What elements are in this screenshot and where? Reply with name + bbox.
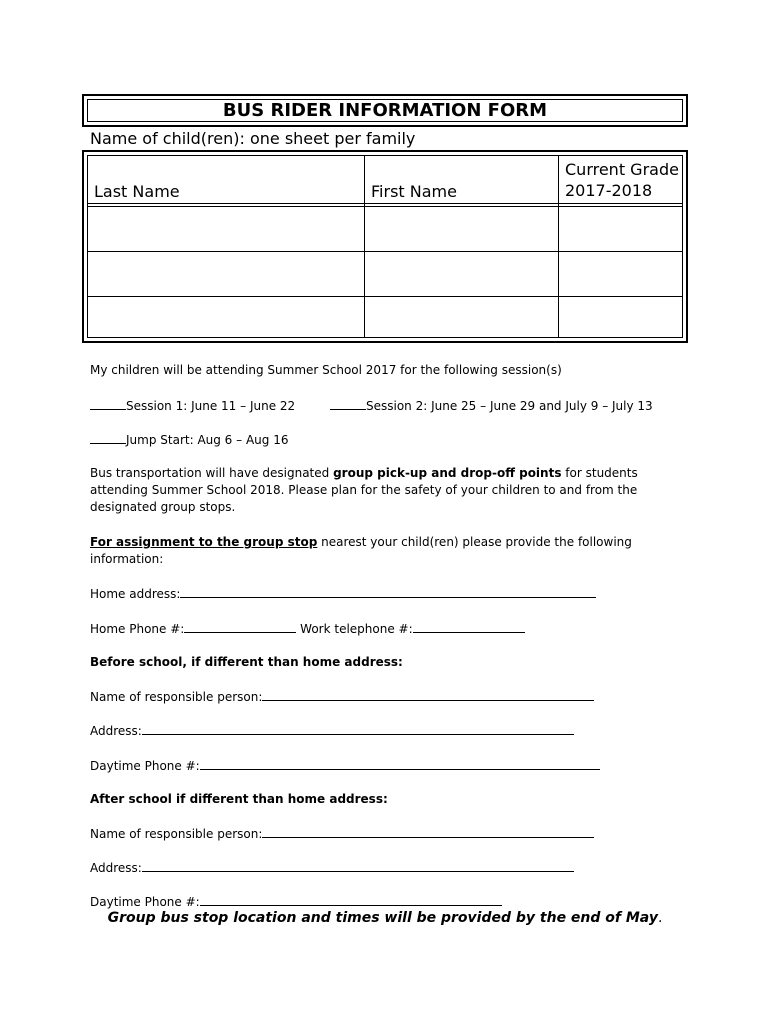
header-grade-line2: 2017-2018 [565,181,653,200]
row-divider [88,296,682,297]
jump-start-label: Jump Start: Aug 6 – Aug 16 [126,433,289,447]
home-phone-field[interactable] [184,620,296,633]
before-person-label: Name of responsible person: [90,690,263,704]
before-phone-label: Daytime Phone #: [90,759,200,773]
row2-last-name-cell[interactable] [89,253,363,295]
row1-last-name-cell[interactable] [89,208,363,250]
child-name-instruction: Name of child(ren): one sheet per family [90,129,416,148]
col-divider [558,156,559,337]
sessions-intro: My children will be attending Summer School 2017 for the following session(s) [90,363,562,377]
after-phone-row [90,893,502,911]
children-table [82,150,688,343]
footer-note [0,910,770,926]
session1-blank[interactable] [90,397,126,410]
before-address-label: Address: [90,724,142,738]
assignment-paragraph [90,534,660,568]
row3-last-name-cell[interactable] [89,298,363,340]
before-person-field[interactable] [262,688,594,701]
before-address-field[interactable] [142,722,574,735]
transport-paragraph [90,465,660,516]
header-last-name [88,156,364,204]
session2-label: Session 2: June 25 – June 29 and July 9 – July 13 [366,399,653,413]
assignment-heading: For assignment to the group stop [90,535,318,549]
transport-text-b: for students attending Summer School 2018. Please plan for the safety of your children to and from the designated group stops. [90,466,638,514]
before-phone-row [90,757,600,775]
form-title: BUS RIDER INFORMATION FORM [87,99,683,122]
row1-first-name-cell[interactable] [366,208,557,250]
work-phone-label: Work telephone #: [300,622,413,636]
after-address-field[interactable] [142,859,574,872]
session2-option [330,397,653,415]
session1-option [90,397,295,415]
after-school-heading: After school if different than home address: [90,792,388,806]
footer-period: . [657,910,663,926]
work-phone-field[interactable] [413,620,525,633]
after-address-row [90,859,574,877]
header-grade-line1: Current Grade [565,160,679,179]
header-first-name-label: First Name [371,182,457,201]
assignment-text: nearest your child(ren) please provide the following information: [90,535,632,566]
header-current-grade [559,156,689,204]
row1-grade-cell[interactable] [560,208,688,250]
home-address-label: Home address: [90,587,181,601]
jump-start-blank[interactable] [90,431,126,444]
footer-note-text: Group bus stop location and times will be provided by the end of May [107,910,658,926]
phone-row [90,620,525,638]
row3-grade-cell[interactable] [560,298,688,340]
after-person-row [90,825,594,843]
home-phone-label: Home Phone #: [90,622,185,636]
session2-blank[interactable] [330,397,366,410]
session1-label: Session 1: June 11 – June 22 [126,399,296,413]
transport-text-a: Bus transportation will have designated [90,466,334,480]
row-divider [88,251,682,252]
before-person-row [90,688,594,706]
after-person-label: Name of responsible person: [90,827,263,841]
before-address-row [90,722,574,740]
transport-text-bold: group pick-up and drop-off points [333,466,562,480]
row2-first-name-cell[interactable] [366,253,557,295]
before-school-heading: Before school, if different than home address: [90,655,403,669]
header-divider [88,203,682,207]
after-person-field[interactable] [262,825,594,838]
after-phone-label: Daytime Phone #: [90,895,200,909]
col-divider [364,156,365,337]
after-address-label: Address: [90,861,142,875]
jump-start-option [90,431,288,449]
row2-grade-cell[interactable] [560,253,688,295]
after-phone-field[interactable] [200,893,502,906]
header-first-name [365,156,558,204]
header-last-name-label: Last Name [94,182,180,201]
row3-first-name-cell[interactable] [366,298,557,340]
home-address-row [90,585,596,603]
home-address-field[interactable] [180,585,596,598]
before-phone-field[interactable] [200,757,600,770]
title-box [82,94,688,127]
